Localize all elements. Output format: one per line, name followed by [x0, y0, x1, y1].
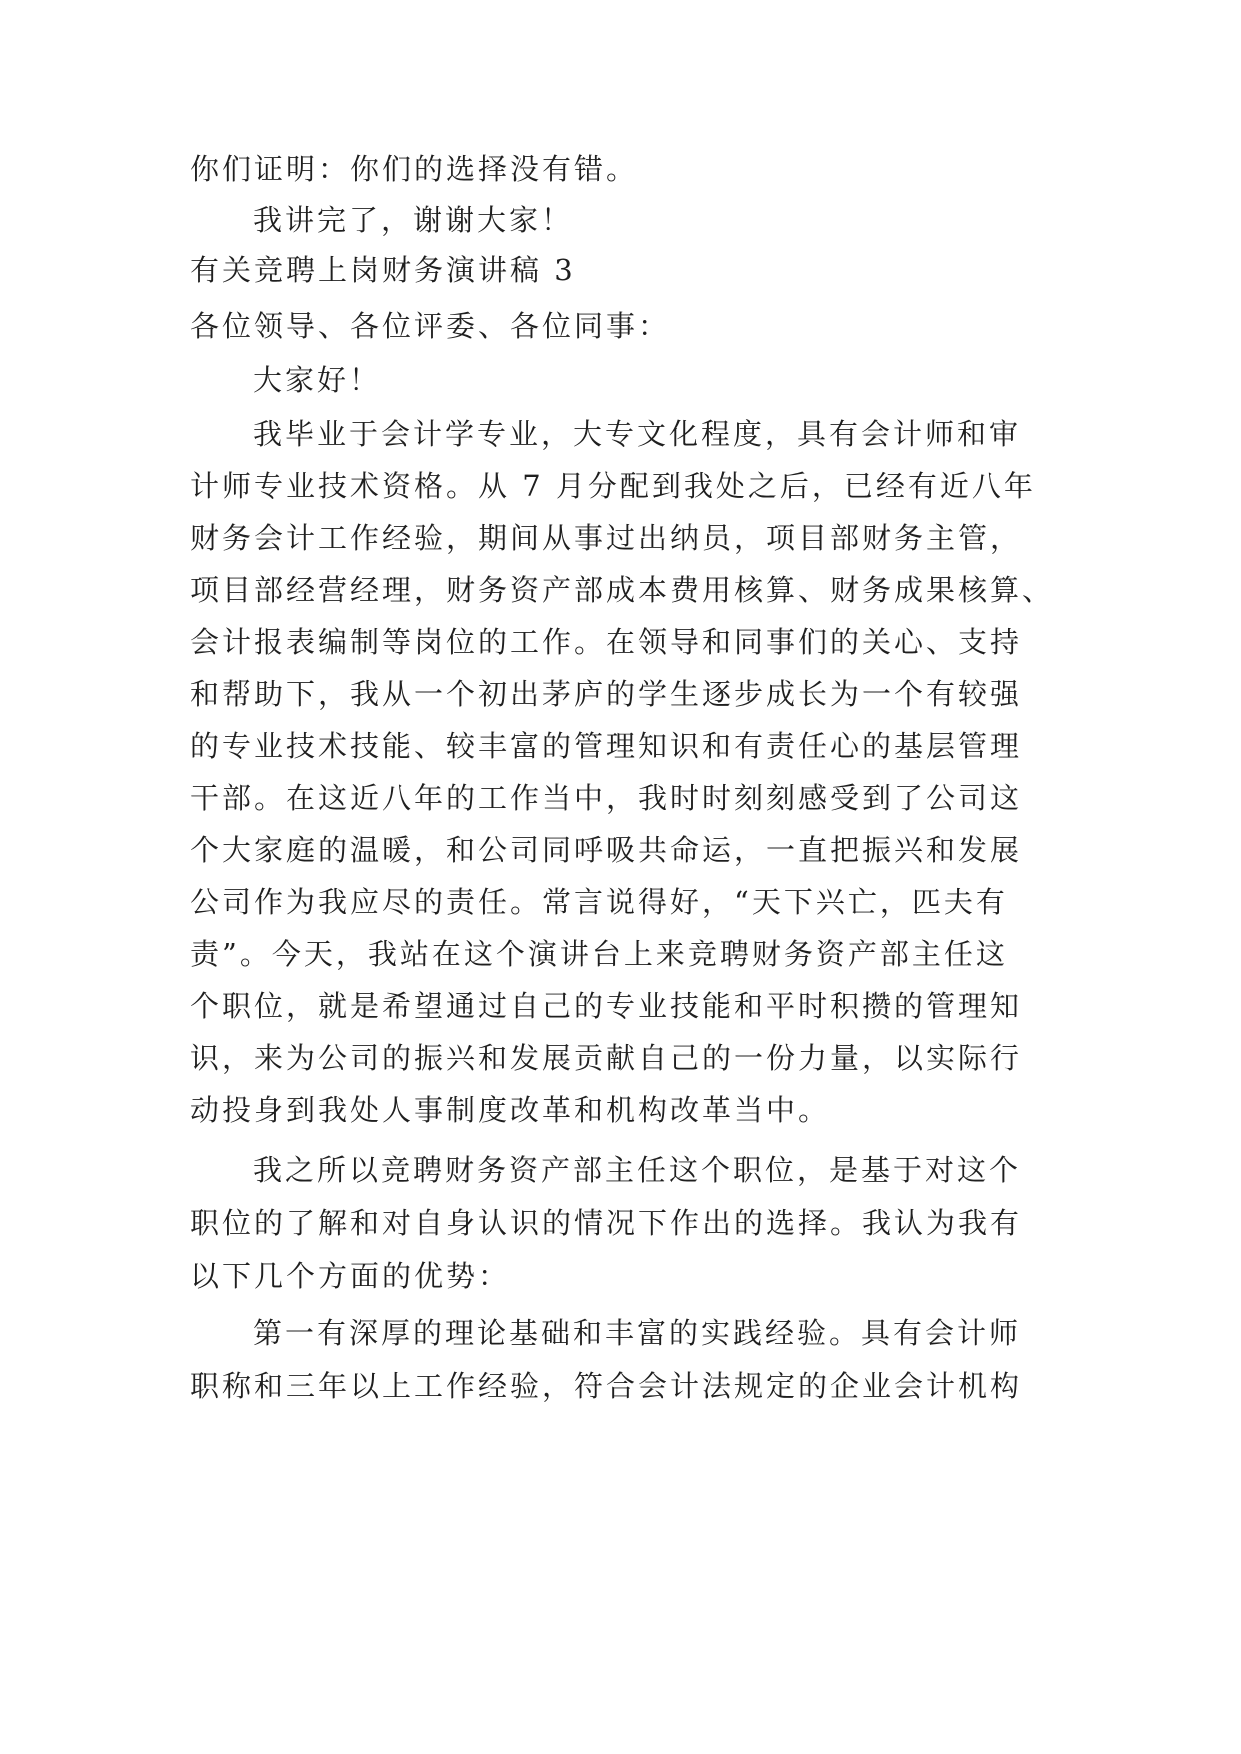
paragraph-line: 动投身到我处人事制度改革和机构改革当中。	[190, 1093, 831, 1127]
paragraph-line: 项目部经营经理，财务资产部成本费用核算、财务成果核算、	[190, 573, 1055, 607]
paragraph-line: 和帮助下，我从一个初出茅庐的学生逐步成长为一个有较强	[190, 677, 1023, 711]
paragraph-line: 公司作为我应尽的责任。常言说得好，“天下兴亡，匹夫有	[190, 885, 1008, 919]
paragraph-line: 的专业技术技能、较丰富的管理知识和有责任心的基层管理	[190, 729, 1023, 763]
paragraph-line: 会计报表编制等岗位的工作。在领导和同事们的关心、支持	[190, 625, 1023, 659]
paragraph-line: 我毕业于会计学专业，大专文化程度，具有会计师和审	[253, 417, 1022, 451]
salutation: 各位领导、各位评委、各位同事：	[190, 309, 671, 343]
paragraph-line: 个职位，就是希望通过自己的专业技能和平时积攒的管理知	[190, 989, 1023, 1023]
paragraph-line: 计师专业技术资格。从 7 月分配到我处之后，已经有近八年	[190, 469, 1036, 503]
paragraph-line: 识，来为公司的振兴和发展贡献自己的一份力量，以实际行	[190, 1041, 1023, 1075]
paragraph-line: 以下几个方面的优势：	[190, 1259, 511, 1293]
heading: 有关竞聘上岗财务演讲稿 3	[190, 253, 576, 287]
greeting: 大家好！	[253, 363, 382, 397]
paragraph-line: 干部。在这近八年的工作当中，我时时刻刻感受到了公司这	[190, 781, 1023, 815]
paragraph-line: 我之所以竞聘财务资产部主任这个职位，是基于对这个	[253, 1153, 1022, 1187]
paragraph-line: 财务会计工作经验，期间从事过出纳员，项目部财务主管，	[190, 521, 1023, 555]
paragraph-line: 职位的了解和对自身认识的情况下作出的选择。我认为我有	[190, 1206, 1023, 1240]
text-line: 我讲完了，谢谢大家！	[253, 203, 574, 237]
text-line: 你们证明：你们的选择没有错。	[190, 152, 639, 186]
paragraph-line: 职称和三年以上工作经验，符合会计法规定的企业会计机构	[190, 1369, 1023, 1403]
paragraph-line: 责”。今天，我站在这个演讲台上来竞聘财务资产部主任这	[190, 937, 1008, 971]
paragraph-line: 第一有深厚的理论基础和丰富的实践经验。具有会计师	[253, 1316, 1022, 1350]
paragraph-line: 个大家庭的温暖，和公司同呼吸共命运，一直把振兴和发展	[190, 833, 1023, 867]
